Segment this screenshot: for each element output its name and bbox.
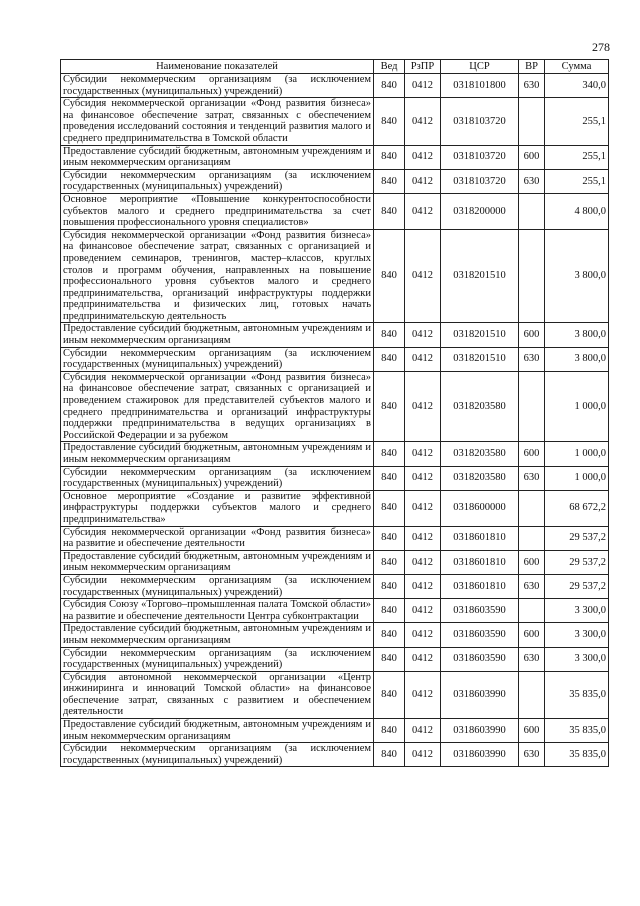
cell-name: Основное мероприятие «Создание и развитие эффективной инфраструктуры поддержки субъектов малого и среднего предпринимательства»: [61, 490, 374, 526]
cell-name: Субсидия некоммерческой организации «Фонд развития бизнеса» на финансовое обеспечение затрат, связанных с обеспечением проведения исследований состояния и тенденций развития малого и среднего предпринимательства в Томской области: [61, 98, 374, 145]
cell-csr: 0318603590: [441, 599, 519, 623]
cell-vr: [519, 229, 545, 323]
cell-rzpr: 0412: [405, 442, 441, 466]
table-row: [61, 719, 609, 743]
cell-rzpr: 0412: [405, 74, 441, 98]
cell-sum: 3 300,0: [545, 647, 609, 671]
cell-rzpr: 0412: [405, 323, 441, 347]
cell-ved: 840: [374, 98, 405, 145]
cell-vr: 630: [519, 347, 545, 371]
table-body: [61, 74, 609, 767]
cell-csr: 0318603590: [441, 647, 519, 671]
cell-vr: [519, 490, 545, 526]
cell-sum: 29 537,2: [545, 550, 609, 574]
table-row: [61, 145, 609, 169]
cell-csr: 0318101800: [441, 74, 519, 98]
cell-sum: 3 800,0: [545, 323, 609, 347]
cell-vr: [519, 371, 545, 442]
cell-vr: [519, 671, 545, 718]
cell-name: Предоставление субсидий бюджетным, автономным учреждениям и иным некоммерческим организациям: [61, 442, 374, 466]
cell-sum: 1 000,0: [545, 466, 609, 490]
table-row: [61, 323, 609, 347]
header-rzpr: РзПР: [405, 60, 441, 74]
cell-ved: 840: [374, 371, 405, 442]
cell-sum: 1 000,0: [545, 442, 609, 466]
cell-vr: 630: [519, 74, 545, 98]
cell-name: Субсидия некоммерческой организации «Фонд развития бизнеса» на финансовое обеспечение затрат, связанных с организацией и проведением семинаров, тренингов, мастер–классов, круглых столов и программ обучения, направленных на повышение профессионального уровня субъектов малого и среднего предпринимательства, организаций инфраструктуры поддержки предпринимательства и физических лиц, готовых начать предпринимательскую деятельность: [61, 229, 374, 323]
cell-name: Предоставление субсидий бюджетным, автономным учреждениям и иным некоммерческим организациям: [61, 550, 374, 574]
cell-name: Субсидия автономной некоммерческой организации «Центр инжиниринга и инноваций Томской области» на финансовое обеспечение затрат, связанных с развитием и обеспечением деятельности: [61, 671, 374, 718]
table-row: [61, 98, 609, 145]
cell-name: Предоставление субсидий бюджетным, автономным учреждениям и иным некоммерческим организациям: [61, 323, 374, 347]
cell-name: Основное мероприятие «Повышение конкурентоспособности субъектов малого и среднего предпринимательства за счет повышения профессионального уровня специалистов»: [61, 193, 374, 229]
cell-ved: 840: [374, 623, 405, 647]
cell-sum: 68 672,2: [545, 490, 609, 526]
cell-ved: 840: [374, 647, 405, 671]
cell-rzpr: 0412: [405, 229, 441, 323]
cell-ved: 840: [374, 490, 405, 526]
cell-name: Субсидия некоммерческой организации «Фонд развития бизнеса» на финансовое обеспечение затрат, связанных с организацией и проведением стажировок для представителей субъектов малого и среднего предпринимательства и организаций инфраструктуры поддержки предпринимательства в ведущих организациях в Российской Федерации и за рубежом: [61, 371, 374, 442]
cell-rzpr: 0412: [405, 98, 441, 145]
cell-csr: 0318103720: [441, 169, 519, 193]
table-row: [61, 169, 609, 193]
cell-rzpr: 0412: [405, 526, 441, 550]
cell-name: Предоставление субсидий бюджетным, автономным учреждениям и иным некоммерческим организациям: [61, 145, 374, 169]
cell-name: Субсидия некоммерческой организации «Фонд развития бизнеса» на развитие и обеспечение деятельности: [61, 526, 374, 550]
cell-csr: 0318603990: [441, 671, 519, 718]
cell-csr: 0318601810: [441, 574, 519, 598]
cell-ved: 840: [374, 442, 405, 466]
cell-sum: 255,1: [545, 145, 609, 169]
cell-csr: 0318201510: [441, 347, 519, 371]
cell-rzpr: 0412: [405, 743, 441, 767]
cell-ved: 840: [374, 169, 405, 193]
cell-vr: 630: [519, 169, 545, 193]
cell-rzpr: 0412: [405, 193, 441, 229]
cell-sum: 3 800,0: [545, 229, 609, 323]
cell-name: Субсидии некоммерческим организациям (за исключением государственных (муниципальных) учреждений): [61, 647, 374, 671]
cell-name: Субсидии некоммерческим организациям (за исключением государственных (муниципальных) учреждений): [61, 347, 374, 371]
table-row: [61, 193, 609, 229]
cell-sum: 29 537,2: [545, 574, 609, 598]
cell-name: Предоставление субсидий бюджетным, автономным учреждениям и иным некоммерческим организациям: [61, 719, 374, 743]
cell-ved: 840: [374, 74, 405, 98]
header-name: Наименование показателей: [61, 60, 374, 74]
budget-table: [60, 59, 609, 767]
table-row: [61, 671, 609, 718]
cell-vr: 630: [519, 574, 545, 598]
table-row: [61, 347, 609, 371]
cell-csr: 0318603990: [441, 719, 519, 743]
cell-rzpr: 0412: [405, 347, 441, 371]
cell-vr: 600: [519, 145, 545, 169]
cell-ved: 840: [374, 574, 405, 598]
page-number: 278: [592, 40, 610, 54]
cell-name: Субсидии некоммерческим организациям (за исключением государственных (муниципальных) учреждений): [61, 169, 374, 193]
cell-csr: 0318601810: [441, 550, 519, 574]
cell-ved: 840: [374, 145, 405, 169]
table-header-row: [61, 60, 609, 74]
cell-rzpr: 0412: [405, 550, 441, 574]
cell-csr: 0318103720: [441, 145, 519, 169]
cell-name: Субсидии некоммерческим организациям (за исключением государственных (муниципальных) учреждений): [61, 74, 374, 98]
cell-vr: 600: [519, 550, 545, 574]
cell-sum: 340,0: [545, 74, 609, 98]
table-row: [61, 371, 609, 442]
table-row: [61, 442, 609, 466]
table-row: [61, 526, 609, 550]
cell-csr: 0318603590: [441, 623, 519, 647]
cell-rzpr: 0412: [405, 466, 441, 490]
cell-name: Субсидии некоммерческим организациям (за исключением государственных (муниципальных) учреждений): [61, 743, 374, 767]
cell-ved: 840: [374, 323, 405, 347]
cell-vr: 630: [519, 647, 545, 671]
cell-rzpr: 0412: [405, 671, 441, 718]
cell-csr: 0318200000: [441, 193, 519, 229]
cell-csr: 0318601810: [441, 526, 519, 550]
cell-csr: 0318203580: [441, 466, 519, 490]
cell-vr: 600: [519, 323, 545, 347]
table-row: [61, 743, 609, 767]
cell-ved: 840: [374, 743, 405, 767]
table-row: [61, 229, 609, 323]
cell-rzpr: 0412: [405, 145, 441, 169]
cell-sum: 3 300,0: [545, 623, 609, 647]
cell-sum: 1 000,0: [545, 371, 609, 442]
table-row: [61, 490, 609, 526]
cell-vr: 630: [519, 466, 545, 490]
cell-vr: [519, 599, 545, 623]
header-vr: ВР: [519, 60, 545, 74]
cell-rzpr: 0412: [405, 169, 441, 193]
cell-ved: 840: [374, 193, 405, 229]
cell-rzpr: 0412: [405, 490, 441, 526]
cell-vr: 600: [519, 719, 545, 743]
cell-csr: 0318203580: [441, 442, 519, 466]
cell-sum: 4 800,0: [545, 193, 609, 229]
table-row: [61, 466, 609, 490]
header-sum: Сумма: [545, 60, 609, 74]
table-row: [61, 574, 609, 598]
cell-sum: 35 835,0: [545, 719, 609, 743]
cell-rzpr: 0412: [405, 574, 441, 598]
cell-name: Субсидии некоммерческим организациям (за исключением государственных (муниципальных) учреждений): [61, 466, 374, 490]
table-row: [61, 647, 609, 671]
cell-sum: 3 800,0: [545, 347, 609, 371]
cell-ved: 840: [374, 526, 405, 550]
table-row: [61, 623, 609, 647]
cell-ved: 840: [374, 719, 405, 743]
table-row: [61, 550, 609, 574]
cell-ved: 840: [374, 671, 405, 718]
cell-vr: 600: [519, 442, 545, 466]
cell-vr: [519, 98, 545, 145]
cell-vr: [519, 526, 545, 550]
cell-csr: 0318603990: [441, 743, 519, 767]
cell-vr: 630: [519, 743, 545, 767]
cell-sum: 255,1: [545, 169, 609, 193]
cell-sum: 3 300,0: [545, 599, 609, 623]
header-ved: Вед: [374, 60, 405, 74]
cell-rzpr: 0412: [405, 647, 441, 671]
cell-ved: 840: [374, 599, 405, 623]
cell-ved: 840: [374, 229, 405, 323]
cell-ved: 840: [374, 347, 405, 371]
cell-vr: 600: [519, 623, 545, 647]
cell-name: Субсидии некоммерческим организациям (за исключением государственных (муниципальных) учреждений): [61, 574, 374, 598]
cell-csr: 0318201510: [441, 323, 519, 347]
table-row: [61, 74, 609, 98]
cell-sum: 35 835,0: [545, 671, 609, 718]
cell-csr: 0318203580: [441, 371, 519, 442]
cell-rzpr: 0412: [405, 371, 441, 442]
cell-rzpr: 0412: [405, 623, 441, 647]
cell-ved: 840: [374, 466, 405, 490]
cell-sum: 29 537,2: [545, 526, 609, 550]
cell-sum: 35 835,0: [545, 743, 609, 767]
cell-csr: 0318103720: [441, 98, 519, 145]
header-csr: ЦСР: [441, 60, 519, 74]
table-row: [61, 599, 609, 623]
cell-csr: 0318600000: [441, 490, 519, 526]
cell-name: Субсидия Союзу «Торгово–промышленная палата Томской области» на развитие и обеспечение деятельности Центра субконтрактации: [61, 599, 374, 623]
cell-vr: [519, 193, 545, 229]
cell-rzpr: 0412: [405, 719, 441, 743]
cell-name: Предоставление субсидий бюджетным, автономным учреждениям и иным некоммерческим организациям: [61, 623, 374, 647]
cell-csr: 0318201510: [441, 229, 519, 323]
cell-rzpr: 0412: [405, 599, 441, 623]
cell-sum: 255,1: [545, 98, 609, 145]
cell-ved: 840: [374, 550, 405, 574]
